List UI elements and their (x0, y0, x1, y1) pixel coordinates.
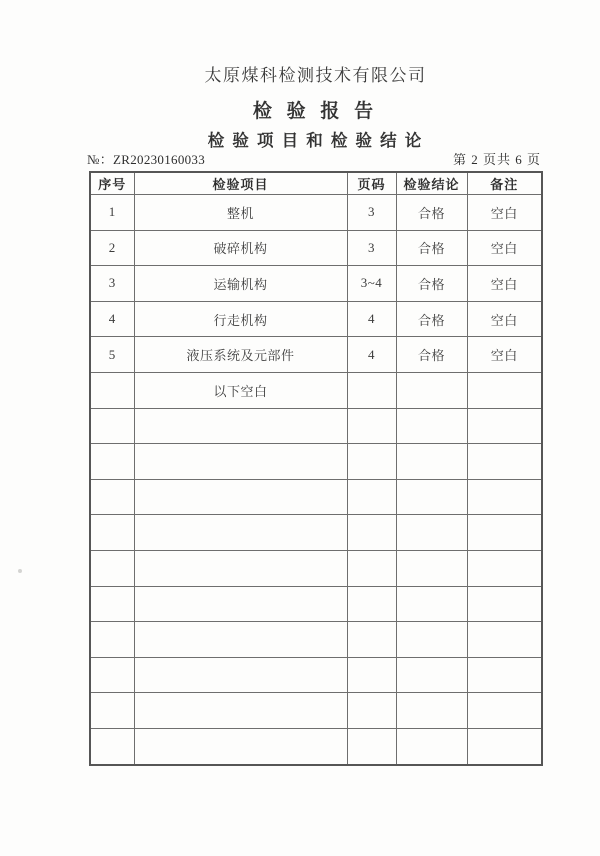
table-cell (90, 479, 134, 515)
table-cell (396, 622, 467, 658)
table-cell (347, 586, 396, 622)
table-cell (396, 479, 467, 515)
table-cell (467, 479, 542, 515)
column-header: 检验项目 (134, 172, 347, 195)
table-cell (134, 657, 347, 693)
table-cell: 合格 (396, 230, 467, 266)
report-title: 检 验 报 告 (252, 101, 379, 122)
company-name: 太原煤科检测技术有限公司 (204, 66, 427, 85)
table-cell: 4 (347, 301, 396, 337)
table-cell: 4 (90, 301, 134, 337)
table-cell (396, 693, 467, 729)
table-cell: 破碎机构 (134, 230, 347, 266)
table-cell (467, 515, 542, 551)
table-row (90, 408, 542, 444)
table-cell (396, 728, 467, 764)
table-cell (134, 550, 347, 586)
table-cell (347, 372, 396, 408)
table-row (90, 657, 542, 693)
table-cell (396, 515, 467, 551)
table-row (90, 372, 542, 408)
table-cell: 合格 (396, 301, 467, 337)
table-cell (396, 408, 467, 444)
table-cell (134, 693, 347, 729)
column-header: 页码 (347, 172, 396, 195)
table-row (90, 195, 542, 231)
table-cell (347, 408, 396, 444)
table-cell (396, 550, 467, 586)
table-cell: 运输机构 (134, 266, 347, 302)
section-title: 检 验 项 目 和 检 验 结 论 (207, 131, 424, 150)
table-cell: 4 (347, 337, 396, 373)
column-header: 检验结论 (396, 172, 467, 195)
table-cell (90, 586, 134, 622)
table-cell (347, 657, 396, 693)
table-cell: 2 (90, 230, 134, 266)
table-cell: 3~4 (347, 266, 396, 302)
table-cell: 5 (90, 337, 134, 373)
table-cell (467, 408, 542, 444)
table-row (90, 479, 542, 515)
table-row (90, 444, 542, 480)
table-cell (134, 444, 347, 480)
table-cell: 空白 (467, 266, 542, 302)
table-cell (347, 693, 396, 729)
table-cell: 液压系统及元部件 (134, 337, 347, 373)
table-cell (134, 479, 347, 515)
table-cell (90, 408, 134, 444)
table-cell (467, 372, 542, 408)
table-cell (134, 515, 347, 551)
table-cell (467, 550, 542, 586)
table-cell (90, 444, 134, 480)
table-cell (90, 728, 134, 764)
table-cell: 空白 (467, 195, 542, 231)
column-header: 备注 (467, 172, 542, 195)
table-cell (90, 657, 134, 693)
table-row (90, 266, 542, 302)
table-row (90, 693, 542, 729)
table-cell: 1 (90, 195, 134, 231)
table-row (90, 622, 542, 658)
table-cell: 合格 (396, 195, 467, 231)
table-cell (347, 479, 396, 515)
table-cell: 3 (90, 266, 134, 302)
table-cell: 空白 (467, 337, 542, 373)
table-cell (347, 444, 396, 480)
table-cell (134, 586, 347, 622)
table-row (90, 301, 542, 337)
column-header: 序号 (90, 172, 134, 195)
table-cell: 合格 (396, 337, 467, 373)
table-cell (347, 550, 396, 586)
table-row (90, 515, 542, 551)
table-cell (396, 586, 467, 622)
table-cell (467, 693, 542, 729)
table-cell (90, 550, 134, 586)
table-row (90, 230, 542, 266)
table-cell: 合格 (396, 266, 467, 302)
table-cell (90, 622, 134, 658)
document-number: №：ZR20230160033 (87, 152, 206, 167)
table-cell (134, 728, 347, 764)
scan-artifact (18, 569, 22, 573)
inspection-table-wrapper (89, 171, 543, 766)
table-cell: 以下空白 (134, 372, 347, 408)
table-row (90, 586, 542, 622)
table-row (90, 728, 542, 764)
table-cell (467, 657, 542, 693)
table-row (90, 337, 542, 373)
table-cell: 行走机构 (134, 301, 347, 337)
page-indicator: 第 2 页共 6 页 (452, 152, 541, 167)
table-cell (396, 372, 467, 408)
table-cell (396, 444, 467, 480)
table-cell (90, 693, 134, 729)
table-cell (90, 515, 134, 551)
table-cell (347, 728, 396, 764)
table-header-row (90, 172, 542, 195)
table-cell (467, 586, 542, 622)
table-row (90, 550, 542, 586)
table-cell: 空白 (467, 301, 542, 337)
table-cell (90, 372, 134, 408)
table-cell (134, 408, 347, 444)
table-cell (347, 622, 396, 658)
table-cell: 3 (347, 230, 396, 266)
table-cell: 空白 (467, 230, 542, 266)
inspection-results-table (89, 171, 543, 766)
table-cell (347, 515, 396, 551)
table-cell: 3 (347, 195, 396, 231)
meta-row (87, 149, 541, 168)
table-cell (467, 728, 542, 764)
table-cell (134, 622, 347, 658)
table-cell (467, 444, 542, 480)
table-cell (467, 622, 542, 658)
table-cell (396, 657, 467, 693)
table-cell: 整机 (134, 195, 347, 231)
